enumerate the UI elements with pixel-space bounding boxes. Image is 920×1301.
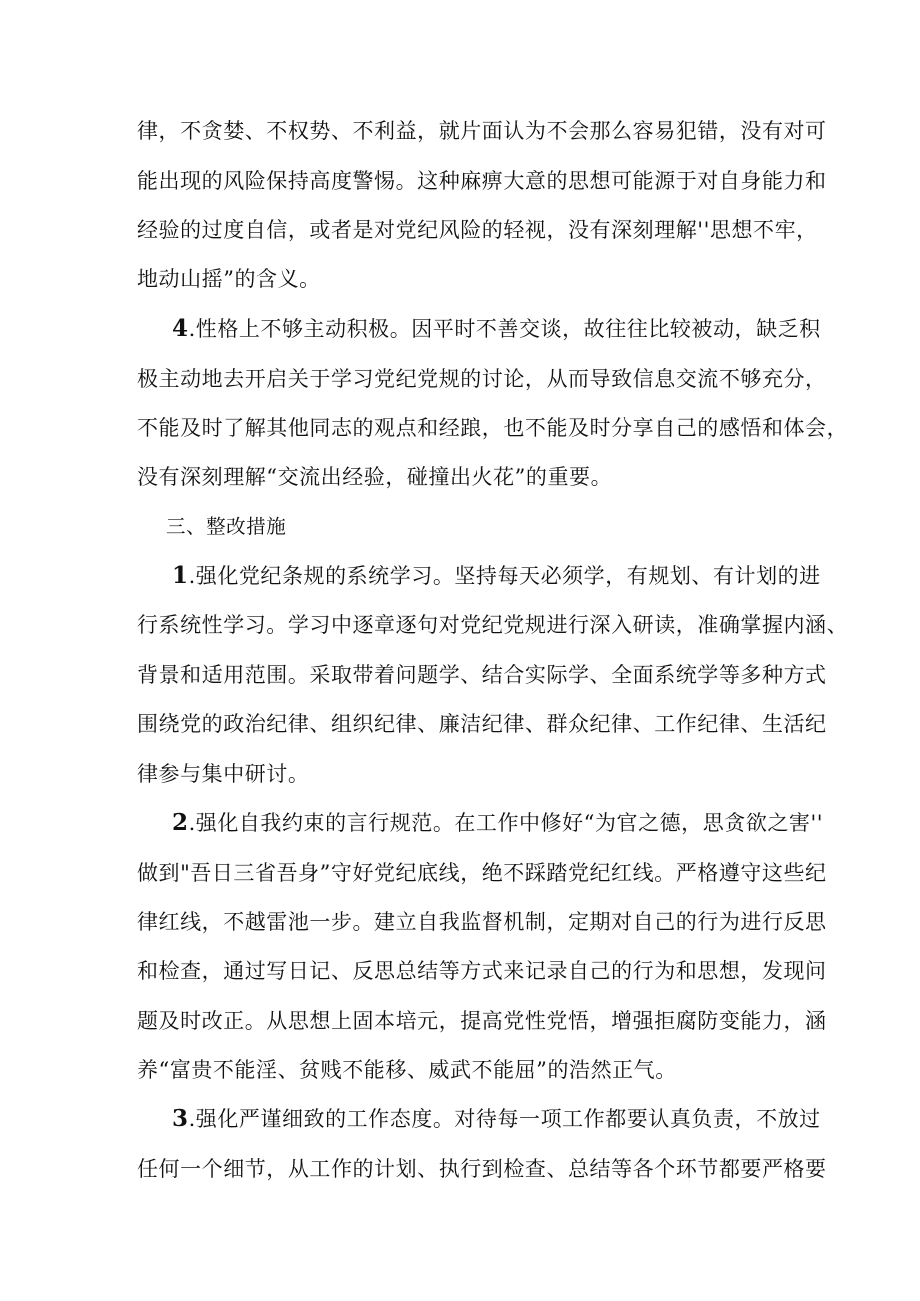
item-number: 4 [172, 315, 189, 342]
paragraph-line: 做到"吾日三省吾身”守好党纪底线，绝不踩踏党纪红线。严格遵守这些纪 [137, 861, 827, 885]
item-number: 3 [172, 1105, 189, 1132]
paragraph-line: 任何一个细节，从工作的计划、执行到检查、总结等各个环节都要严格要 [137, 1157, 827, 1181]
paragraph-line: 行系统性学习。学习中逐章逐句对党纪党规进行深入研读，准确掌握内涵、 [137, 613, 849, 637]
paragraph-line: 律参与集中研讨。 [137, 762, 310, 786]
paragraph-line: 背景和适用范围。采取带着问题学、结合实际学、全面系统学等多种方式 [137, 663, 827, 687]
list-item-1-first-line: 1.强化党纪条规的系统学习。坚持每天必须学，有规划、有计划的进 [172, 562, 821, 589]
list-item-2-first-line: 2.强化自我约束的言行规范。在工作中修好“为官之德，思贪欲之害'' [172, 809, 824, 836]
paragraph-line: 极主动地去开启关于学习党纪党规的讨论，从而导致信息交流不够充分， [137, 367, 827, 391]
paragraph-line: 题及时改正。从思想上固本培元，提高党性党悟，增强拒腐防变能力，涵 [137, 1009, 827, 1033]
paragraph-line: 能出现的风险保持高度警惕。这种麻痹大意的思想可能源于对自身能力和 [137, 169, 827, 193]
paragraph-line: 经验的过度自信，或者是对党纪风险的轻视，没有深刻理解''思想不牢， [137, 218, 818, 242]
item-number: 1 [172, 562, 189, 589]
paragraph-line: 律红线，不越雷池一步。建立自我监督机制，定期对自己的行为进行反思 [137, 910, 827, 934]
paragraph-line: 围绕党的政治纪律、组织纪律、廉洁纪律、群众纪律、工作纪律、生活纪 [137, 712, 827, 736]
paragraph-line: 没有深刻理解“交流出经验，碰撞出火花”的重要。 [137, 465, 613, 489]
section-heading: 三、整改措施 [166, 515, 287, 538]
paragraph-line: 养“富贵不能淫、贫贱不能移、威武不能屈”的浩然正气。 [137, 1058, 677, 1082]
paragraph-line: 不能及时了解其他同志的观点和经踉，也不能及时分享自己的感悟和体会， [137, 416, 849, 440]
item-number: 2 [172, 809, 189, 836]
paragraph-line: 地动山摇”的含义。 [137, 267, 321, 291]
list-item-4-first-line: 4.性格上不够主动积极。因平时不善交谈，故往往比较被动，缺乏积 [172, 315, 821, 342]
paragraph-line: 和检查，通过写日记、反思总结等方式来记录自己的行为和思想，发现问 [137, 959, 827, 983]
paragraph-line: 律，不贪婪、不权势、不利益，就片面认为不会那么容易犯错，没有对可 [137, 119, 827, 143]
list-item-3-first-line: 3.强化严谨细致的工作态度。对待每一项工作都要认真负责，不放过 [172, 1105, 821, 1132]
